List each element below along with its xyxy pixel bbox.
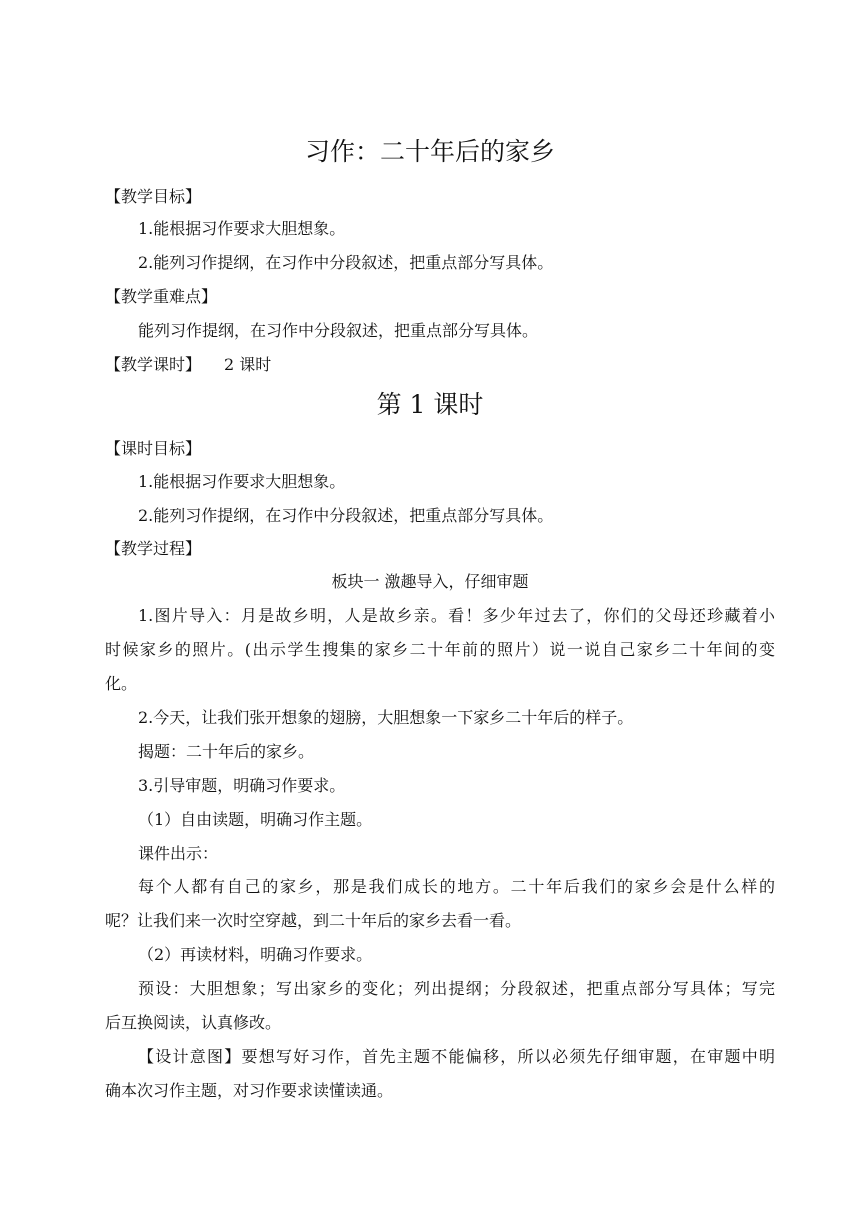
paragraph-9-line-2: 后互换阅读，认真修改。 [105, 1013, 282, 1032]
design-intent-line-1: 【设计意图】要想写好习作，首先主题不能偏移，所以必须先仔细审题，在审题中明 [138, 1047, 775, 1066]
block-title: 板块一 激趣导入，仔细审题 [331, 572, 529, 591]
lesson-title: 第 1 课时 [376, 390, 484, 419]
paragraph-9-line-1: 预设：大胆想象；写出家乡的变化；列出提纲；分段叙述，把重点部分写具体；写完 [138, 979, 775, 998]
paragraph-1-line-2: 时候家乡的照片。(出示学生搜集的家乡二十年前的照片）说一说自己家乡二十年间的变 [105, 640, 775, 659]
paragraph-4: 3.引导审题，明确习作要求。 [138, 776, 346, 795]
section-heading-teaching-goals: 【教学目标】 [105, 187, 202, 206]
paragraph-3: 揭题：二十年后的家乡。 [138, 742, 315, 761]
goal-item-2: 2.能列习作提纲，在习作中分段叙述，把重点部分写具体。 [138, 253, 554, 272]
paragraph-1-line-3: 化。 [105, 674, 138, 693]
document-title: 习作：二十年后的家乡 [304, 137, 555, 166]
lesson-goal-item-2: 2.能列习作提纲，在习作中分段叙述，把重点部分写具体。 [138, 506, 554, 525]
paragraph-7-line-2: 呢？让我们来一次时空穿越，到二十年后的家乡去看一看。 [105, 911, 522, 930]
section-heading-class-hours: 【教学课时】 [105, 355, 202, 374]
section-heading-teaching-process: 【教学过程】 [105, 539, 202, 558]
goal-item-1: 1.能根据习作要求大胆想象。 [138, 219, 346, 238]
paragraph-6: 课件出示： [138, 844, 219, 863]
section-heading-lesson-goals: 【课时目标】 [105, 439, 202, 458]
paragraph-1-line-1: 1.图片导入：月是故乡明，人是故乡亲。看！多少年过去了，你们的父母还珍藏着小 [138, 606, 775, 625]
lesson-goal-item-1: 1.能根据习作要求大胆想象。 [138, 472, 346, 491]
design-intent-line-2: 确本次习作主题，对习作要求读懂读通。 [105, 1081, 394, 1100]
paragraph-5: （1）自由读题，明确习作主题。 [138, 810, 373, 829]
paragraph-8: （2）再读材料，明确习作要求。 [138, 945, 373, 964]
class-hours-value: 2 课时 [224, 355, 272, 374]
paragraph-2: 2.今天，让我们张开想象的翅膀，大胆想象一下家乡二十年后的样子。 [138, 708, 634, 727]
section-heading-key-points: 【教学重难点】 [105, 287, 218, 306]
paragraph-7-line-1: 每个人都有自己的家乡，那是我们成长的地方。二十年后我们的家乡会是什么样的 [138, 877, 775, 896]
key-point-text: 能列习作提纲，在习作中分段叙述，把重点部分写具体。 [138, 321, 539, 340]
